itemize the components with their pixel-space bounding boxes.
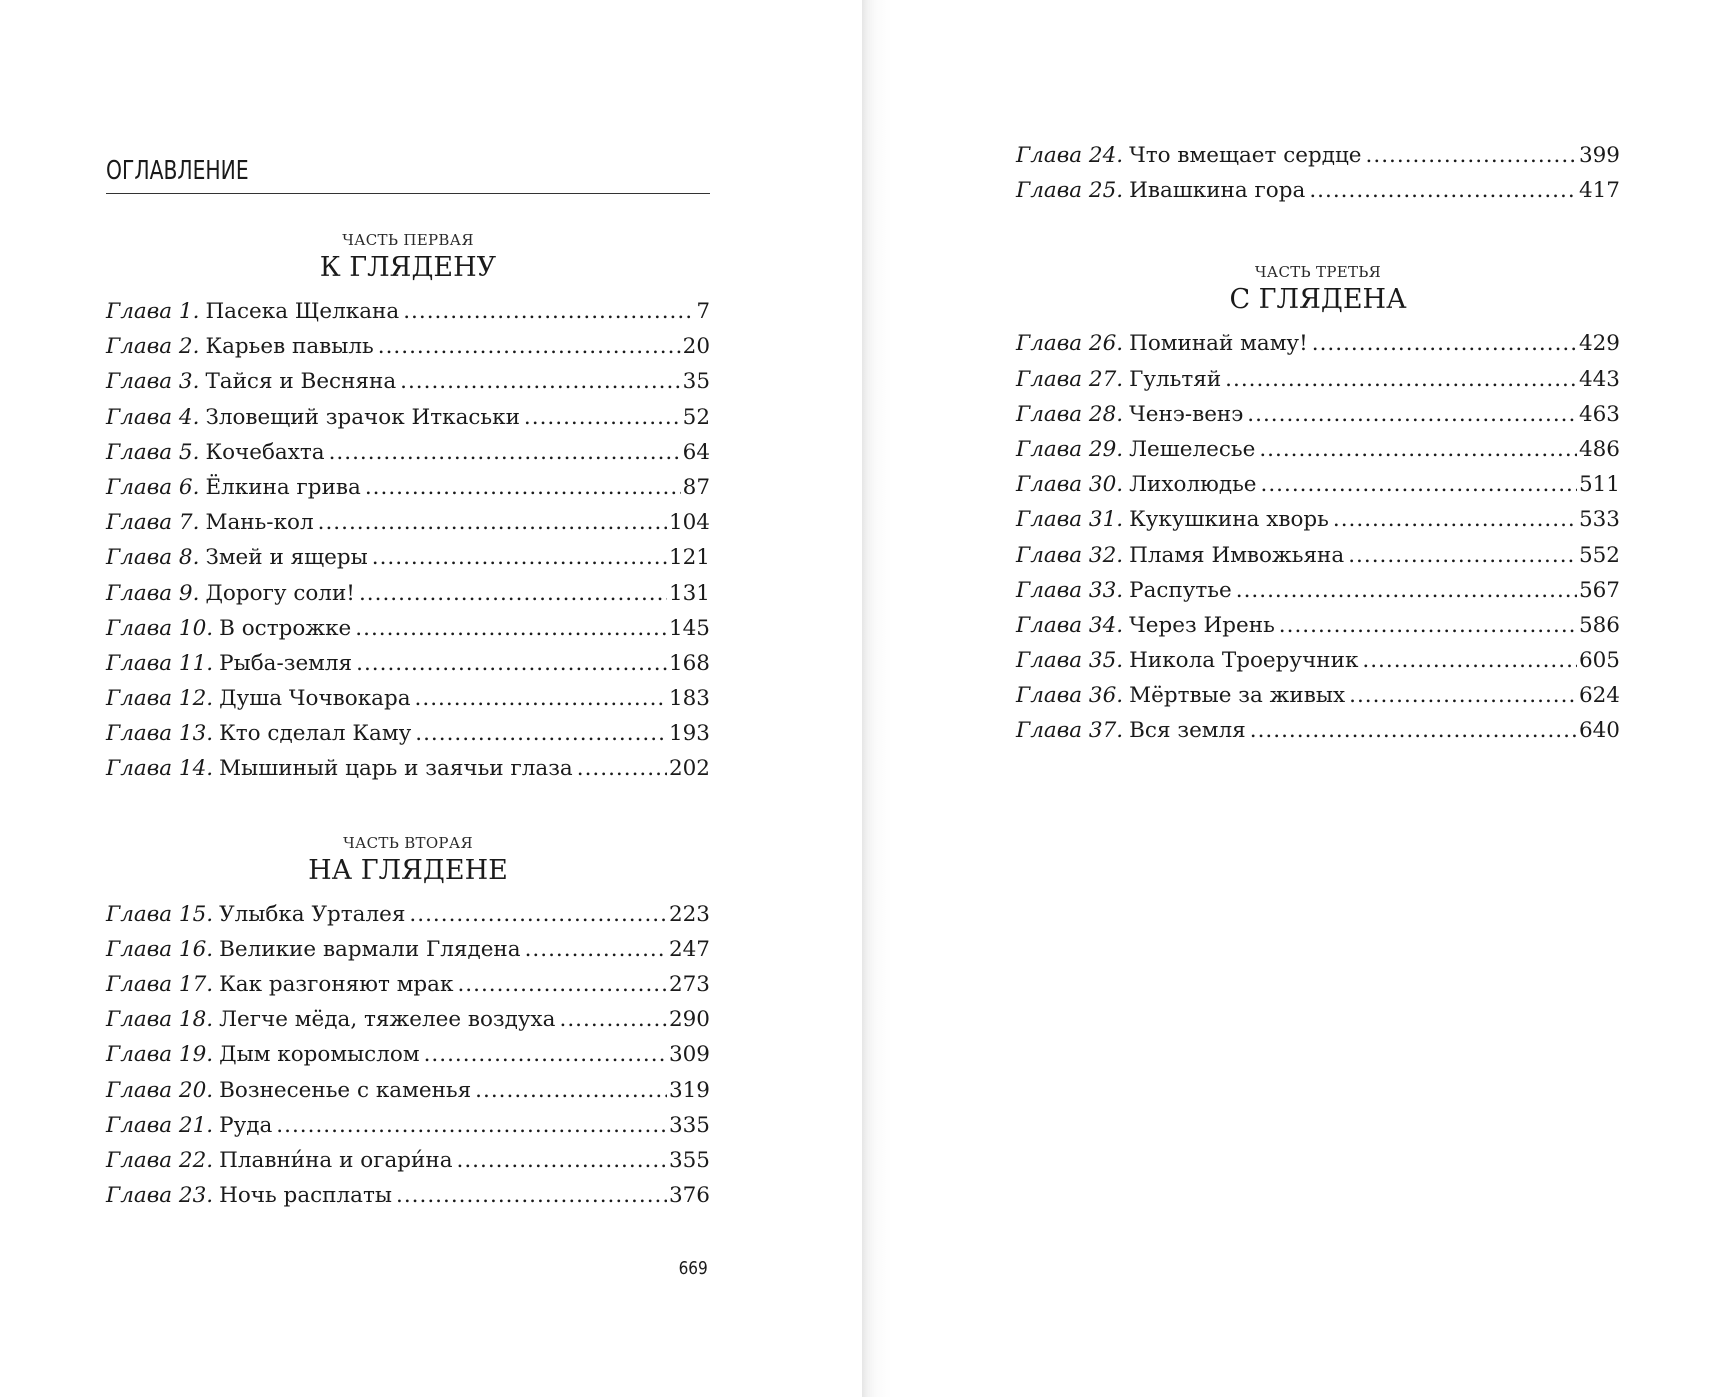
dot-leader: [457, 967, 667, 1002]
chapter-page: 35: [682, 369, 710, 395]
chapter-page: 640: [1578, 718, 1620, 744]
chapter-page: 486: [1578, 436, 1620, 462]
toc-entry[interactable]: [106, 1002, 710, 1037]
chapter-label: Глава 23.: [106, 1183, 214, 1209]
part-spacer: [1016, 208, 1620, 262]
chapter-page: 290: [668, 1007, 710, 1033]
left-page: [0, 0, 862, 1397]
chapter-page: 417: [1578, 178, 1620, 204]
chapter-title: Улыбка Урталея: [219, 901, 406, 927]
chapter-label: Глава 6.: [106, 474, 200, 500]
chapter-title: Ивашкина гора: [1129, 178, 1306, 204]
toc-entry[interactable]: [1016, 573, 1620, 608]
chapter-page: 443: [1578, 366, 1620, 392]
toc-header: [106, 156, 710, 194]
toc-entry[interactable]: [1016, 326, 1620, 361]
toc-entry[interactable]: [106, 540, 710, 575]
dot-leader: [1250, 713, 1577, 748]
toc-entry[interactable]: [106, 576, 710, 611]
toc-entry[interactable]: [106, 1073, 710, 1108]
chapter-title: Кочебахта: [205, 439, 325, 465]
toc-entry[interactable]: [1016, 138, 1620, 173]
dot-leader: [415, 716, 667, 751]
chapter-label: Глава 22.: [106, 1147, 214, 1173]
part-label: ЧАСТЬ ТРЕТЬЯ: [1254, 263, 1382, 282]
part-one-heading: [106, 230, 710, 286]
chapter-title: Легче мёда, тяжелее воздуха: [219, 1007, 556, 1033]
chapter-label: Глава 11.: [106, 650, 214, 676]
chapter-page: 104: [668, 510, 710, 536]
dot-leader: [1349, 678, 1577, 713]
dot-leader: [318, 505, 667, 540]
toc-entry[interactable]: [1016, 608, 1620, 643]
chapter-label: Глава 15.: [106, 901, 214, 927]
chapter-page: 533: [1578, 507, 1620, 533]
chapter-page: 376: [668, 1183, 710, 1209]
chapter-title: Мышиный царь и заячьи глаза: [219, 756, 573, 782]
dot-leader: [365, 470, 681, 505]
part-title: НА ГЛЯДЕНЕ: [308, 854, 508, 886]
chapter-page: 552: [1578, 542, 1620, 568]
toc-entry[interactable]: [1016, 643, 1620, 678]
dot-leader: [525, 932, 667, 967]
chapter-title: Как разгоняют мрак: [219, 972, 454, 997]
chapter-title: В острожке: [219, 615, 352, 641]
chapter-title: Гультяй: [1129, 366, 1222, 392]
chapter-label: Глава 3.: [106, 369, 200, 395]
chapter-page: 355: [668, 1147, 710, 1173]
toc-entry[interactable]: [106, 1143, 710, 1178]
toc-entry[interactable]: [106, 470, 710, 505]
chapter-label: Глава 8.: [106, 545, 200, 571]
toc-entry[interactable]: [1016, 362, 1620, 397]
chapter-title: Никола Троеручник: [1129, 648, 1359, 674]
chapter-page: 567: [1578, 577, 1620, 603]
chapter-label: Глава 36.: [1016, 683, 1124, 709]
chapter-page: 429: [1578, 331, 1620, 357]
chapter-title: Ночь расплаты: [219, 1183, 392, 1209]
chapter-label: Глава 26.: [1016, 331, 1124, 357]
toc-entry[interactable]: [106, 681, 710, 716]
dot-leader: [403, 294, 694, 329]
dot-leader: [1348, 538, 1577, 573]
part-title: С ГЛЯДЕНА: [1229, 284, 1407, 316]
toc-entry[interactable]: [106, 932, 710, 967]
toc-entry[interactable]: [1016, 502, 1620, 537]
toc-entry[interactable]: [106, 1178, 710, 1213]
dot-leader: [378, 329, 681, 364]
dot-leader: [372, 540, 667, 575]
chapter-page: 202: [668, 756, 710, 782]
chapter-page: 319: [668, 1077, 710, 1103]
chapter-title: Ёлкина грива: [205, 474, 361, 500]
chapter-label: Глава 4.: [106, 404, 200, 430]
chapter-label: Глава 9.: [106, 580, 200, 606]
chapter-page: 193: [668, 721, 710, 747]
toc-entry[interactable]: [106, 294, 710, 329]
chapter-title: Пламя Имвожьяна: [1129, 542, 1345, 568]
chapter-page: 87: [682, 474, 710, 500]
chapter-label: Глава 33.: [1016, 577, 1124, 603]
chapter-title: Рыба-земля: [219, 650, 353, 676]
chapter-page: 511: [1578, 472, 1620, 498]
chapter-page: 52: [682, 404, 710, 430]
chapter-label: Глава 7.: [106, 510, 200, 536]
chapter-label: Глава 17.: [106, 972, 214, 997]
toc-entry[interactable]: [106, 716, 710, 751]
dot-leader: [1225, 362, 1577, 397]
toc-entry[interactable]: [106, 897, 710, 932]
dot-leader: [1333, 502, 1577, 537]
chapter-title: Плавни́на и огари́на: [219, 1147, 453, 1173]
page-number: [658, 1254, 710, 1282]
chapter-label: Глава 21.: [106, 1112, 214, 1138]
toc-entry[interactable]: [106, 1037, 710, 1072]
dot-leader: [356, 646, 667, 681]
chapter-label: Глава 27.: [1016, 366, 1124, 392]
dot-leader: [329, 435, 681, 470]
chapter-title: Дорогу соли!: [205, 580, 355, 606]
toc-entry[interactable]: [106, 1108, 710, 1143]
chapter-page: 605: [1578, 648, 1620, 674]
toc-entry[interactable]: [1016, 173, 1620, 208]
chapter-title: Карьев павыль: [205, 334, 374, 360]
dot-leader: [457, 1143, 667, 1178]
chapter-page: 168: [668, 650, 710, 676]
chapter-page: 7: [696, 299, 710, 324]
chapter-page: 64: [682, 439, 710, 465]
toc-entry[interactable]: [106, 751, 710, 786]
dot-leader: [475, 1073, 667, 1108]
toc-entry[interactable]: [106, 435, 710, 470]
chapter-title: Зловещий зрачок Иткаськи: [205, 404, 520, 430]
toc-entry[interactable]: [1016, 713, 1620, 748]
chapter-title: Тайся и Весняна: [205, 369, 397, 395]
chapter-title: Распутье: [1129, 577, 1232, 603]
toc-entry[interactable]: [106, 611, 710, 646]
dot-leader: [1259, 432, 1577, 467]
part-two-heading: [106, 833, 710, 889]
part-three-heading: [1016, 262, 1620, 318]
chapter-title: Ченэ-венэ: [1129, 401, 1244, 427]
chapter-page: 463: [1578, 401, 1620, 427]
chapter-title: Руда: [219, 1112, 273, 1138]
toc-entry[interactable]: [1016, 467, 1620, 502]
page-title: ОГЛАВЛЕНИЕ: [106, 156, 249, 186]
chapter-label: Глава 29.: [1016, 436, 1124, 462]
dot-leader: [1247, 397, 1577, 432]
chapter-label: Глава 25.: [1016, 178, 1124, 204]
chapter-label: Глава 19.: [106, 1042, 214, 1068]
part-spacer: [106, 787, 710, 833]
dot-leader: [524, 400, 681, 435]
chapter-page: 335: [668, 1112, 710, 1138]
chapter-label: Глава 32.: [1016, 542, 1124, 568]
dot-leader: [1309, 173, 1577, 208]
chapter-page: 309: [668, 1042, 710, 1068]
chapter-label: Глава 35.: [1016, 648, 1124, 674]
dot-leader: [355, 611, 667, 646]
chapter-page: 399: [1578, 143, 1620, 168]
chapter-title: Лешелесье: [1129, 436, 1256, 462]
toc-entry[interactable]: [106, 400, 710, 435]
chapter-title: Что вмещает сердце: [1129, 143, 1362, 168]
chapter-title: Кто сделал Каму: [219, 721, 412, 747]
chapter-title: Кукушкина хворь: [1129, 507, 1329, 533]
dot-leader: [1279, 608, 1577, 643]
chapter-page: 145: [668, 615, 710, 641]
left-column: [106, 230, 710, 1213]
chapter-title: Мёртвые за живых: [1129, 683, 1346, 709]
chapter-title: Мань-кол: [205, 510, 314, 536]
dot-leader: [424, 1037, 667, 1072]
chapter-label: Глава 28.: [1016, 401, 1124, 427]
chapter-title: Лихолюдье: [1129, 472, 1257, 498]
dot-leader: [1312, 326, 1577, 361]
page-number-value: 669: [678, 1257, 708, 1279]
chapter-label: Глава 37.: [1016, 718, 1124, 744]
dot-leader: [415, 681, 667, 716]
chapter-title: Пасека Щелкана: [205, 299, 400, 324]
part-label: ЧАСТЬ ВТОРАЯ: [343, 833, 473, 852]
chapter-label: Глава 13.: [106, 721, 214, 747]
chapter-page: 131: [668, 580, 710, 606]
chapter-label: Глава 2.: [106, 334, 200, 360]
dot-leader: [396, 1178, 667, 1213]
dot-leader: [1236, 573, 1577, 608]
toc-entry[interactable]: [106, 967, 710, 1002]
chapter-label: Глава 30.: [1016, 472, 1124, 498]
dot-leader: [409, 897, 667, 932]
chapter-page: 121: [668, 545, 710, 571]
chapter-label: Глава 10.: [106, 615, 214, 641]
dot-leader: [400, 364, 681, 399]
chapter-title: Змей и ящеры: [205, 545, 368, 571]
chapter-label: Глава 24.: [1016, 143, 1124, 168]
chapter-title: Поминай маму!: [1129, 331, 1308, 357]
toc-entry[interactable]: [106, 364, 710, 399]
chapter-label: Глава 12.: [106, 686, 214, 712]
chapter-title: Великие вармали Глядена: [219, 936, 521, 962]
chapter-label: Глава 1.: [106, 299, 200, 324]
chapter-title: Вознесенье с каменья: [219, 1077, 472, 1103]
dot-leader: [577, 751, 667, 786]
chapter-label: Глава 14.: [106, 756, 214, 782]
dot-leader: [560, 1002, 667, 1037]
dot-leader: [276, 1108, 667, 1143]
chapter-page: 624: [1578, 683, 1620, 709]
part-label: ЧАСТЬ ПЕРВАЯ: [342, 231, 474, 249]
chapter-label: Глава 31.: [1016, 507, 1124, 533]
toc-entry[interactable]: [106, 505, 710, 540]
toc-entry[interactable]: [106, 646, 710, 681]
chapter-page: 247: [668, 936, 710, 962]
dot-leader: [1362, 643, 1577, 678]
dot-leader: [359, 576, 667, 611]
toc-entry[interactable]: [1016, 678, 1620, 713]
chapter-label: Глава 5.: [106, 439, 200, 465]
chapter-label: Глава 20.: [106, 1077, 214, 1103]
chapter-title: Через Ирень: [1129, 612, 1275, 638]
dot-leader: [1261, 467, 1577, 502]
chapter-label: Глава 16.: [106, 936, 214, 962]
toc-entry[interactable]: [1016, 397, 1620, 432]
toc-entry[interactable]: [1016, 432, 1620, 467]
chapter-page: 20: [682, 334, 710, 360]
right-column: [1016, 138, 1620, 749]
chapter-page: 586: [1578, 612, 1620, 638]
dot-leader: [1366, 138, 1577, 173]
chapter-title: Душа Чочвокара: [219, 686, 411, 712]
chapter-label: Глава 18.: [106, 1007, 214, 1033]
part-title: К ГЛЯДЕНУ: [319, 252, 497, 283]
toc-entry[interactable]: [106, 329, 710, 364]
chapter-label: Глава 34.: [1016, 612, 1124, 638]
chapter-page: 223: [668, 901, 710, 927]
chapter-page: 273: [668, 972, 710, 997]
toc-entry[interactable]: [1016, 538, 1620, 573]
chapter-page: 183: [668, 686, 710, 712]
chapter-title: Дым коромыслом: [219, 1042, 420, 1068]
chapter-title: Вся земля: [1129, 718, 1246, 744]
